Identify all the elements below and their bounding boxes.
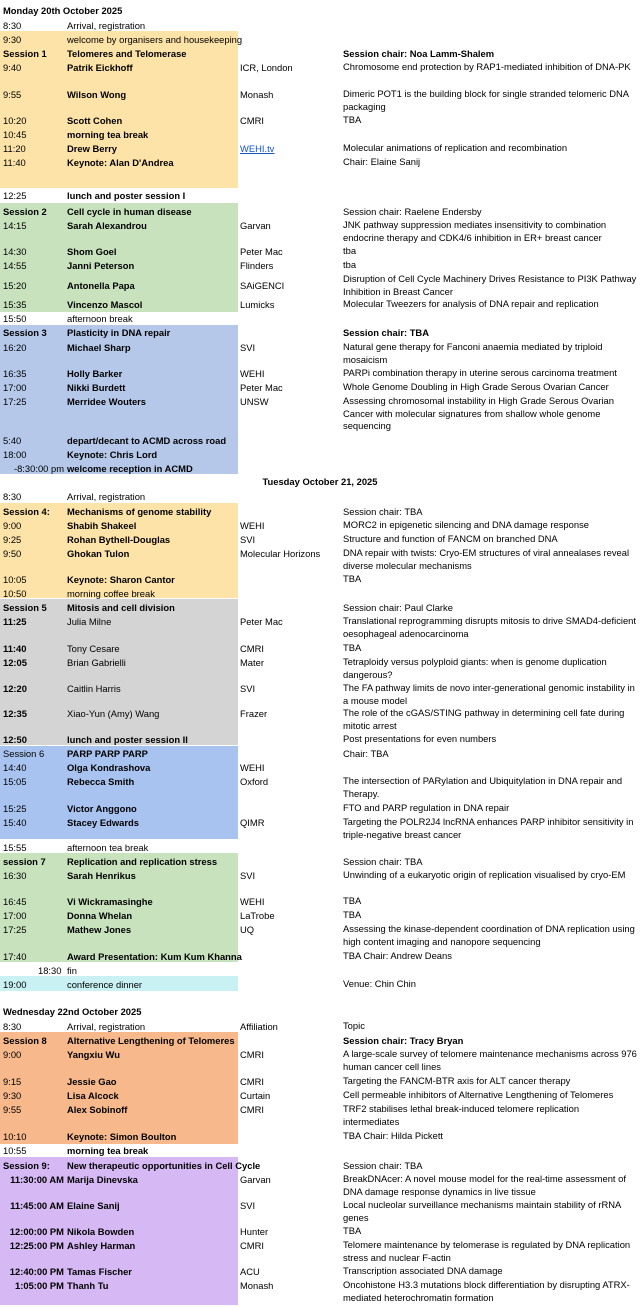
- talk-time: 9:00: [3, 520, 22, 531]
- session-label: Session 8: [3, 1035, 47, 1046]
- keynote-speaker: Keynote: Sharon Cantor: [67, 574, 175, 585]
- event-time: 18:30: [38, 965, 62, 976]
- speaker-affiliation: SAiGENCI: [240, 280, 285, 291]
- speaker-affiliation: UQ: [240, 924, 255, 935]
- session-label: session 7: [3, 856, 46, 867]
- speaker-name: Alex Sobinoff: [67, 1104, 128, 1115]
- session-title: PARP PARP PARP: [67, 748, 148, 759]
- talk-title: Unwinding of a eukaryotic origin of replication visualised by cryo-EM: [343, 869, 626, 880]
- day-heading-monday: Monday 20th October 2025: [3, 5, 123, 16]
- session-chair: Session chair: TBA: [343, 1160, 423, 1171]
- speaker-name: Thanh Tu: [67, 1280, 109, 1291]
- speaker-name: Nikki Burdett: [67, 382, 126, 393]
- session-title: Cell cycle in human disease: [67, 206, 192, 217]
- event-title: Arrival, registration: [67, 491, 146, 502]
- talk-title: TRF2 stabilises lethal break-induced telomere replication intermediates: [343, 1103, 580, 1127]
- event-time: 8:30: [3, 20, 22, 31]
- speaker-name: Victor Anggono: [67, 803, 137, 814]
- talk-time: 9:40: [3, 62, 22, 73]
- speaker-name: Julia Milne: [67, 616, 112, 627]
- speaker-affiliation: CMRI: [240, 115, 264, 126]
- talk-time: 15:05: [3, 776, 27, 787]
- talk-time: 10:20: [3, 115, 27, 126]
- day-heading-tuesday: Tuesday October 21, 2025: [262, 476, 378, 487]
- speaker-name: Ghokan Tulon: [67, 548, 130, 559]
- talk-time: 12:05: [3, 657, 27, 668]
- day-heading-wednesday: Wednesday 22nd October 2025: [3, 1006, 142, 1017]
- speaker-name: Marija Dinevska: [67, 1174, 138, 1185]
- speaker-name: Jessie Gao: [67, 1076, 117, 1087]
- event-title: morning coffee break: [67, 588, 155, 599]
- talk-time: 17:00: [3, 382, 27, 393]
- event-time: 8:30: [3, 491, 22, 502]
- session-title: Telomeres and Telomerase: [67, 48, 187, 59]
- speaker-name: Scott Cohen: [67, 115, 123, 126]
- event-title: Arrival, registration: [67, 20, 146, 31]
- talk-title: Targeting the FANCM-BTR axis for ALT cancer therapy: [343, 1075, 571, 1086]
- speaker-name: Stacey Edwards: [67, 817, 139, 828]
- talk-time: 14:15: [3, 220, 27, 231]
- talk-title: Molecular animations of replication and recombination: [343, 142, 568, 153]
- event-time: 15:55: [3, 842, 27, 853]
- speaker-affiliation: SVI: [240, 1200, 256, 1211]
- talk-title: Assessing the kinase-dependent coordination of DNA replication using high content imaging and nanopore sequencing: [343, 923, 635, 947]
- event-time: 15:50: [3, 313, 27, 324]
- session-label: Session 3: [3, 327, 47, 338]
- speaker-affiliation: LaTrobe: [240, 910, 275, 921]
- event-time: 19:00: [3, 979, 27, 990]
- event-title: Arrival, registration: [67, 1021, 146, 1032]
- event-title: conference dinner: [67, 979, 143, 990]
- talk-title: Targeting the POLR2J4 lncRNA enhances PARP inhibitor sensitivity in triple-negative breast cancer: [343, 816, 634, 840]
- event-time: 12:25: [3, 190, 27, 201]
- session-chair: Session chair: TBA: [343, 506, 423, 517]
- talk-time: 9:30: [3, 1090, 22, 1101]
- talk-title: Translational reprogramming disrupts mitosis to drive SMAD4-deficient oesophageal adenocarcinoma: [343, 615, 636, 639]
- talk-time: 14:55: [3, 260, 27, 271]
- talk-title: TBA: [343, 895, 362, 906]
- talk-title: Chromosome end protection by RAP1-mediated inhibition of DNA-PK: [343, 61, 631, 72]
- session-chair: Session chair: TBA: [343, 856, 423, 867]
- keynote-speaker: Keynote: Chris Lord: [67, 449, 158, 460]
- talk-time: 15:35: [3, 299, 27, 310]
- session-title: Mitosis and cell division: [67, 602, 175, 613]
- session-chair: Session chair: Tracy Bryan: [343, 1035, 464, 1046]
- speaker-name: Janni Peterson: [67, 260, 135, 271]
- talk-title: tba: [343, 245, 357, 256]
- speaker-affiliation: WEHI: [240, 896, 265, 907]
- talk-time: 11:30:00 AM: [10, 1174, 64, 1185]
- talk-title: TBA Chair: Andrew Deans: [343, 950, 452, 961]
- talk-time: 16:20: [3, 342, 27, 353]
- talk-time: 16:30: [3, 870, 27, 881]
- speaker-affiliation: Monash: [240, 1280, 274, 1291]
- speaker-affiliation: CMRI: [240, 1240, 264, 1251]
- speaker-affiliation: QIMR: [240, 817, 265, 828]
- talk-title: TBA: [343, 909, 362, 920]
- talk-title: FTO and PARP regulation in DNA repair: [343, 802, 510, 813]
- speaker-affiliation: Peter Mac: [240, 246, 283, 257]
- speaker-name: Nikola Bowden: [67, 1226, 135, 1237]
- speaker-affiliation: UNSW: [240, 396, 269, 407]
- session-label: Session 1: [3, 48, 47, 59]
- talk-time: 14:40: [3, 762, 27, 773]
- speaker-affiliation: Garvan: [240, 220, 271, 231]
- talk-time: 9:55: [3, 89, 22, 100]
- talk-title: Tetraploidy versus polyploid giants: when is genome duplication dangerous?: [343, 656, 607, 680]
- talk-title: TBA: [343, 114, 362, 125]
- speaker-name: Rebecca Smith: [67, 776, 135, 787]
- talk-time: 12:20: [3, 683, 27, 694]
- event-title: welcome reception in ACMD: [67, 463, 193, 474]
- topic-header: Topic: [343, 1020, 365, 1031]
- talk-title: Telomere maintenance by telomerase is regulated by DNA replication stress and nuclear F-actin: [343, 1239, 631, 1263]
- talk-title: The intersection of PARylation and Ubiquitylation in DNA repair and Therapy.: [343, 775, 623, 799]
- talk-title: TBA: [343, 573, 362, 584]
- talk-title: DNA repair with twists: Cryo-EM structures of viral annealases reveal diverse molecular mechanisms: [343, 547, 630, 571]
- talk-time: 16:35: [3, 368, 27, 379]
- event-title: depart/decant to ACMD across road: [67, 435, 227, 446]
- event-title: lunch and poster session II: [67, 734, 188, 745]
- speaker-name: Donna Whelan: [67, 910, 133, 921]
- affiliation-header: Affiliation: [240, 1021, 278, 1032]
- keynote-speaker: Keynote: Alan D'Andrea: [67, 157, 174, 168]
- talk-title: PARPi combination therapy in uterine serous carcinoma treatment: [343, 367, 617, 378]
- talk-time: 9:55: [3, 1104, 22, 1115]
- event-title: morning tea break: [67, 129, 149, 140]
- talk-title: Oncohistone H3.3 mutations block differentiation by disrupting ATRX-mediated heterochromatin formation: [343, 1279, 630, 1303]
- talk-title: The role of the cGAS/STING pathway in determining cell fate during mitotic arrest: [343, 707, 625, 731]
- speaker-name: Tony Cesare: [67, 643, 120, 654]
- speaker-affiliation: SVI: [240, 534, 256, 545]
- keynote-speaker: Keynote: Simon Boulton: [67, 1131, 177, 1142]
- talk-title: TBA: [343, 1225, 362, 1236]
- talk-time: 10:05: [3, 574, 27, 585]
- talk-time: 11:40: [3, 643, 27, 654]
- talk-title: The FA pathway limits de novo inter-generational genomic instability in a mouse model: [343, 682, 635, 706]
- event-time: 10:55: [3, 1145, 27, 1156]
- speaker-affiliation: ACU: [240, 1266, 260, 1277]
- speaker-name: Vi Wickramasinghe: [67, 896, 153, 907]
- wehi-tv-link[interactable]: WEHI.tv: [240, 143, 275, 154]
- speaker-affiliation: Monash: [240, 89, 274, 100]
- speaker-affiliation: CMRI: [240, 1049, 264, 1060]
- speaker-affiliation: WEHI: [240, 368, 265, 379]
- session-title: Plasticity in DNA repair: [67, 327, 171, 338]
- speaker-affiliation: CMRI: [240, 643, 264, 654]
- session-chair: Session chair: Paul Clarke: [343, 602, 453, 613]
- speaker-affiliation: SVI: [240, 870, 256, 881]
- speaker-affiliation: Molecular Horizons: [240, 548, 321, 559]
- speaker-affiliation: Oxford: [240, 776, 269, 787]
- talk-title: MORC2 in epigenetic silencing and DNA damage response: [343, 519, 589, 530]
- speaker-name: Sarah Henrikus: [67, 870, 136, 881]
- speaker-name: Drew Berry: [67, 143, 118, 154]
- event-time: 10:50: [3, 588, 27, 599]
- speaker-name: Shom Goel: [67, 246, 117, 257]
- speaker-name: Xiao-Yun (Amy) Wang: [67, 708, 160, 719]
- speaker-name: Lisa Alcock: [67, 1090, 119, 1101]
- event-title: afternoon break: [67, 313, 133, 324]
- speaker-name: Brian Gabrielli: [67, 657, 126, 668]
- talk-title: TBA: [343, 642, 362, 653]
- event-time: -8:30:00 pm: [13, 463, 64, 474]
- speaker-name: Tamas Fischer: [67, 1266, 132, 1277]
- event-note: Post presentations for even numbers: [343, 733, 497, 744]
- talk-time: 11:25: [3, 616, 27, 627]
- talk-title: Structure and function of FANCM on branched DNA: [343, 533, 558, 544]
- event-title: fin: [67, 965, 77, 976]
- talk-title: Local nucleolar surveillance mechanisms maintain stability of rRNA genes: [343, 1199, 621, 1223]
- session-label: Session 4:: [3, 506, 50, 517]
- speaker-name: Yangxiu Wu: [67, 1049, 120, 1060]
- session-title: New therapeutic opportunities in Cell Cycle: [67, 1160, 261, 1171]
- event-time: 8:30: [3, 1021, 22, 1032]
- speaker-name: Holly Barker: [67, 368, 123, 379]
- event-time: 5:40: [3, 435, 22, 446]
- speaker-affiliation: CMRI: [240, 1104, 264, 1115]
- talk-title: tba: [343, 259, 357, 270]
- talk-time: 9:50: [3, 548, 22, 559]
- session-title: Mechanisms of genome stability: [67, 506, 212, 517]
- speaker-name: Patrik Eickhoff: [67, 62, 133, 73]
- speaker-name: Vincenzo Mascol: [67, 299, 143, 310]
- talk-time: 17:25: [3, 396, 27, 407]
- talk-title: Dimeric POT1 is the building block for single stranded telomeric DNA packaging: [343, 88, 629, 112]
- event-time: 10:45: [3, 129, 27, 140]
- speaker-name: Antonella Papa: [67, 280, 135, 291]
- talk-title: Transcription associated DNA damage: [343, 1265, 503, 1276]
- talk-time: 12:25:00 PM: [9, 1240, 64, 1251]
- talk-title: Natural gene therapy for Fanconi anaemia mediated by triploid mosaicism: [343, 341, 603, 365]
- speaker-affiliation: Garvan: [240, 1174, 271, 1185]
- speaker-affiliation: Lumicks: [240, 299, 275, 310]
- session-title: Replication and replication stress: [67, 856, 218, 867]
- speaker-affiliation: CMRI: [240, 1076, 264, 1087]
- talk-time: 9:25: [3, 534, 22, 545]
- session-chair: Chair: TBA: [343, 748, 389, 759]
- talk-title: BreakDNAcer: A novel mouse model for the real-time assessment of DNA damage response dynamics in live tissue: [343, 1173, 626, 1197]
- talk-time: 12:00:00 PM: [9, 1226, 64, 1237]
- talk-title: Whole Genome Doubling in High Grade Serous Ovarian Cancer: [343, 381, 609, 392]
- talk-time: 14:30: [3, 246, 27, 257]
- speaker-affiliation: SVI: [240, 342, 256, 353]
- talk-title: Disruption of Cell Cycle Machinery Drives Resistance to PI3K Pathway Inhibition in Breast Cancer: [343, 273, 637, 297]
- dinner-venue: Venue: Chin Chin: [343, 978, 416, 989]
- session-chair: Session chair: Noa Lamm-Shalem: [343, 48, 495, 59]
- session-label: Session 6: [3, 748, 45, 759]
- talk-time: 15:40: [3, 817, 27, 828]
- talk-time: 1:05:00 PM: [15, 1280, 64, 1291]
- session-title: Alternative Lengthening of Telomeres: [67, 1035, 235, 1046]
- speaker-name: Elaine Sanij: [67, 1200, 120, 1211]
- session-chair: Chair: Elaine Sanij: [343, 156, 421, 167]
- speaker-name: Ashley Harman: [67, 1240, 136, 1251]
- speaker-name: Wilson Wong: [67, 89, 127, 100]
- talk-time: 16:45: [3, 896, 27, 907]
- talk-time: 17:25: [3, 924, 27, 935]
- speaker-affiliation: SVI: [240, 683, 256, 694]
- talk-time: 9:15: [3, 1076, 22, 1087]
- session-chair: Session chair: TBA: [343, 327, 429, 338]
- speaker-affiliation: Frazer: [240, 708, 268, 719]
- talk-title: Cell permeable inhibitors of Alternative Lengthening of Telomeres: [343, 1089, 614, 1100]
- speaker-name: Michael Sharp: [67, 342, 131, 353]
- talk-title: Molecular Tweezers for analysis of DNA repair and replication: [343, 298, 599, 309]
- speaker-affiliation: Hunter: [240, 1226, 269, 1237]
- talk-time: 12:40:00 PM: [9, 1266, 64, 1277]
- event-title: morning tea break: [67, 1145, 149, 1156]
- talk-title: Assessing chromosomal instability in High Grade Serous Ovarian Cancer with molecular signatures from shallow whole genome sequencing: [343, 395, 614, 431]
- speaker-name: Caitlin Harris: [67, 683, 121, 694]
- speaker-name: Merridee Wouters: [67, 396, 147, 407]
- speaker-affiliation: Curtain: [240, 1090, 271, 1101]
- speaker-affiliation: Peter Mac: [240, 616, 283, 627]
- talk-time: 9:00: [3, 1049, 22, 1060]
- talk-time: 11:40: [3, 157, 26, 168]
- session-label: Session 5: [3, 602, 47, 613]
- speaker-affiliation: Flinders: [240, 260, 274, 271]
- talk-time: 10:10: [3, 1131, 27, 1142]
- session-chair: Session chair: Raelene Endersby: [343, 206, 482, 217]
- talk-time: 15:20: [3, 280, 27, 291]
- speaker-name: Rohan Bythell-Douglas: [67, 534, 171, 545]
- talk-title: A large-scale survey of telomere maintenance mechanisms across 976 human cancer cell lines: [343, 1048, 637, 1072]
- talk-time: 17:00: [3, 910, 27, 921]
- speaker-affiliation: WEHI: [240, 520, 265, 531]
- talk-time: 12:35: [3, 708, 27, 719]
- event-title: welcome by organisers and housekeeping: [67, 34, 243, 45]
- event-time: 9:30: [3, 34, 22, 45]
- speaker-name: Sarah Alexandrou: [67, 220, 147, 231]
- speaker-affiliation: Mater: [240, 657, 264, 668]
- speaker-affiliation: ICR, London: [240, 62, 293, 73]
- talk-time: 11:45:00 AM: [10, 1200, 64, 1211]
- speaker-name: Olga Kondrashova: [67, 762, 151, 773]
- speaker-name: Mathew Jones: [67, 924, 132, 935]
- talk-title: JNK pathway suppression mediates insensitivity to combination endocrine therapy and CDK4/6 inhibition in ER+ breast cancer: [343, 219, 607, 243]
- event-time: 12:50: [3, 734, 27, 745]
- session-label: Session 9:: [3, 1160, 50, 1171]
- speaker-affiliation: WEHI: [240, 762, 265, 773]
- event-time: 18:00: [3, 449, 27, 460]
- talk-time: 11:20: [3, 143, 26, 154]
- talk-title: TBA Chair: Hilda Pickett: [343, 1130, 444, 1141]
- award-presentation: Award Presentation: Kum Kum Khanna: [67, 951, 242, 962]
- speaker-name: Shabih Shakeel: [67, 520, 137, 531]
- talk-time: 17:40: [3, 951, 27, 962]
- speaker-affiliation: Peter Mac: [240, 382, 283, 393]
- event-title: afternoon tea break: [67, 842, 149, 853]
- event-title: lunch and poster session I: [67, 190, 186, 201]
- session-label: Session 2: [3, 206, 47, 217]
- talk-time: 15:25: [3, 803, 27, 814]
